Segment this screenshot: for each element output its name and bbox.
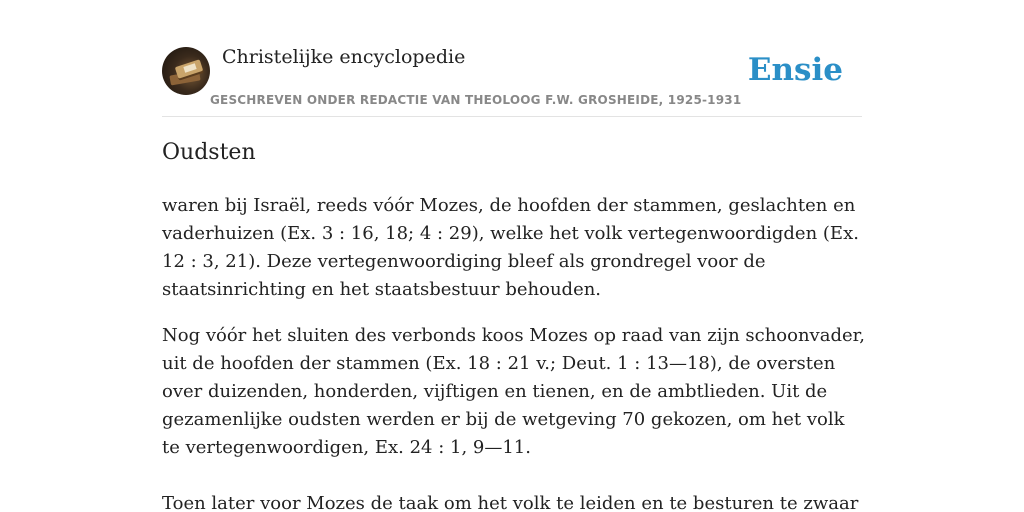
article-title: Oudsten bbox=[162, 140, 256, 165]
paragraph: waren bij Israël, reeds vóór Mozes, de hoofden der stammen, geslachten en vaderhuizen (Ex. 3 : 16, 18; 4 : 29), welke het volk vertegenwoordigden (Ex. 12 : 3, 21). Deze vertegenwoordiging bleef als grondregel voor de staatsinrichting en het staatsbestuur behouden. bbox=[162, 195, 859, 300]
encyclopedia-subtitle: GESCHREVEN ONDER REDACTIE VAN THEOLOOG F.W. GROSHEIDE, 1925-1931 bbox=[210, 93, 742, 107]
paragraph: Nog vóór het sluiten des verbonds koos Mozes op raad van zijn schoonvader, uit de hoofden der stammen (Ex. 18 : 21 v.; Deut. 1 : 13—18), de oversten over duizenden, honderden, vijftigen en tienen, en de ambtlieden. Uit de gezamenlijke oudsten werden er bij de wetgeving 70 gekozen, om het volk te vertegenwoordigen, Ex. 24 : 1, 9—11. bbox=[162, 325, 865, 458]
header bbox=[162, 44, 862, 117]
encyclopedia-title[interactable]: Christelijke encyclopedie bbox=[222, 46, 466, 68]
encyclopedia-avatar[interactable] bbox=[162, 47, 210, 95]
article-body bbox=[162, 192, 867, 512]
ensie-logo-link[interactable]: Ensie bbox=[747, 52, 843, 88]
paragraph: Toen later voor Mozes de taak om het volk te leiden en te besturen te zwaar bbox=[162, 493, 859, 512]
